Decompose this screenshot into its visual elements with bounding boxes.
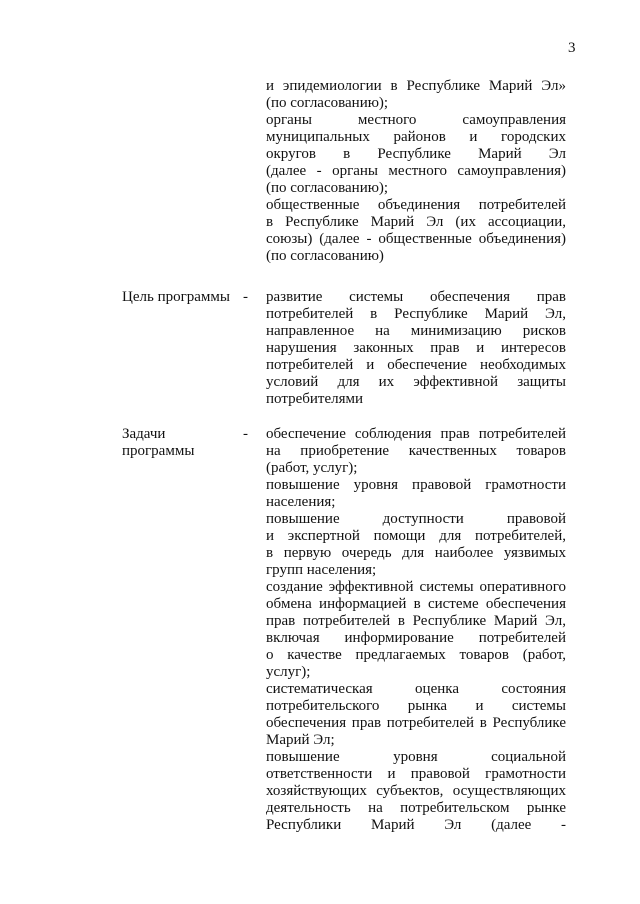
tasks-line: повышение уровня социальной bbox=[266, 749, 566, 765]
continuation-line: союзы) (далее - общественные объединения) bbox=[266, 231, 566, 247]
goal-text bbox=[266, 289, 566, 408]
goal-line: развитие системы обеспечения прав bbox=[266, 289, 566, 305]
tasks-line: хозяйствующих субъектов, осуществляющих bbox=[266, 783, 566, 799]
tasks-line: групп населения; bbox=[266, 562, 377, 578]
goal-line: нарушения законных прав и интересов bbox=[266, 340, 566, 356]
goal-line: потребителями bbox=[266, 391, 364, 407]
tasks-line: Марий Эл; bbox=[266, 732, 335, 748]
continuation-line: (по согласованию) bbox=[266, 248, 384, 264]
goal-line: потребителей и обеспечение необходимых bbox=[266, 357, 566, 373]
tasks-line: в первую очередь для наиболее уязвимых bbox=[266, 545, 566, 561]
goal-line: потребителей в Республике Марий Эл, bbox=[266, 306, 566, 322]
continuation-line: (далее - органы местного самоуправления) bbox=[266, 163, 566, 179]
tasks-label bbox=[122, 426, 232, 460]
continuation-line: (по согласованию); bbox=[266, 95, 389, 111]
tasks-line: Республики Марий Эл (далее - bbox=[266, 817, 566, 833]
continuation-line: муниципальных районов и городских bbox=[266, 129, 566, 145]
tasks-line: систематическая оценка состояния bbox=[266, 681, 566, 697]
tasks-line: услуг); bbox=[266, 664, 311, 680]
continuation-line: в Республике Марий Эл (их ассоциации, bbox=[266, 214, 566, 230]
goal-line: направленное на минимизацию рисков bbox=[266, 323, 566, 339]
tasks-text bbox=[266, 426, 566, 834]
tasks-dash: - bbox=[243, 426, 248, 442]
tasks-line: повышение уровня правовой грамотности bbox=[266, 477, 566, 493]
tasks-line: и экспертной помощи для потребителей, bbox=[266, 528, 566, 544]
continuation-line: общественные объединения потребителей bbox=[266, 197, 566, 213]
page-number: 3 bbox=[568, 40, 576, 56]
tasks-line: обмена информацией в системе обеспечения bbox=[266, 596, 566, 612]
goal-label: Цель программы bbox=[122, 289, 230, 305]
tasks-line: о качестве предлагаемых товаров (работ, bbox=[266, 647, 566, 663]
tasks-line: потребительского рынка и системы bbox=[266, 698, 566, 714]
tasks-line: деятельность на потребительском рынке bbox=[266, 800, 566, 816]
goal-dash: - bbox=[243, 289, 248, 305]
continuation-line: органы местного самоуправления bbox=[266, 112, 566, 128]
continuation-line: и эпидемиологии в Республике Марий Эл» bbox=[266, 78, 566, 94]
continuation-line: (по согласованию); bbox=[266, 180, 389, 196]
tasks-line: повышение доступности правовой bbox=[266, 511, 566, 527]
goal-line: условий для их эффективной защиты bbox=[266, 374, 566, 390]
tasks-line: создание эффективной системы оперативного bbox=[266, 579, 566, 595]
tasks-line: ответственности и правовой грамотности bbox=[266, 766, 566, 782]
tasks-line: включая информирование потребителей bbox=[266, 630, 566, 646]
tasks-line: на приобретение качественных товаров bbox=[266, 443, 566, 459]
tasks-line: населения; bbox=[266, 494, 336, 510]
tasks-line: обеспечение соблюдения прав потребителей bbox=[266, 426, 566, 442]
continuation-line: округов в Республике Марий Эл bbox=[266, 146, 566, 162]
tasks-label-line: Задачи bbox=[122, 426, 166, 442]
tasks-label-line: программы bbox=[122, 443, 195, 459]
tasks-line: (работ, услуг); bbox=[266, 460, 358, 476]
tasks-line: прав потребителей в Республике Марий Эл, bbox=[266, 613, 566, 629]
tasks-line: обеспечения прав потребителей в Республике bbox=[266, 715, 566, 731]
continuation-text bbox=[266, 78, 566, 265]
